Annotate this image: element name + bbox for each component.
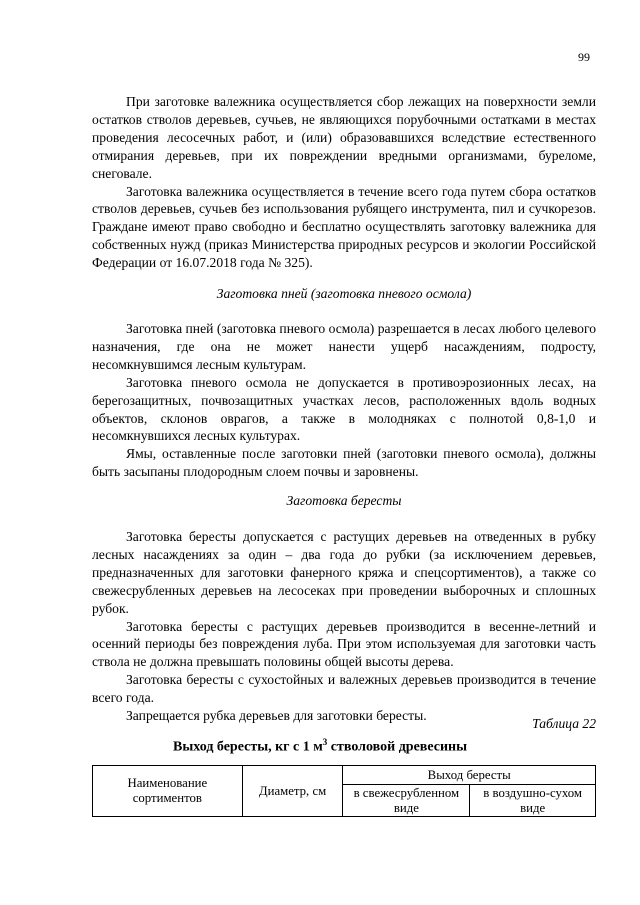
header-yield-air-dry: в воздушно-сухом виде — [470, 785, 596, 817]
header-yield-fresh: в свежесрубленном виде — [343, 785, 470, 817]
section-valezhnik — [92, 93, 596, 272]
table-caption: Таблица 22 — [532, 716, 596, 731]
header-assortment: Наименование сортиментов — [93, 766, 243, 817]
beresta-yield-table — [92, 765, 596, 817]
header-yield-group: Выход бересты — [343, 766, 596, 785]
paragraph: Заготовка бересты с сухостойных и валежных деревьев производится в течение всего года. — [92, 672, 596, 706]
table-title-superscript: 3 — [322, 737, 328, 747]
paragraph: Ямы, оставленные после заготовки пней (заготовки пневого осмола), должны быть засыпаны плодородным слоем почвы и заровнены. — [92, 446, 596, 480]
paragraph: Заготовка валежника осуществляется в течение всего года путем сбора остатков стволов деревьев, сучьев без использования рубящего инструмента, пил и сучкорезов. Граждане имеют право свободно и бесплатно осуществлять заготовку валежника для собственных нужд (приказ Министерства природных ресурсов и экологии Российской Федерации от 16.07.2018 года № 325). — [92, 183, 596, 271]
section-heading-pni: Заготовка пней (заготовка пневого осмола) — [216, 286, 472, 301]
section-heading-beresta: Заготовка бересты — [286, 493, 402, 508]
section-pni — [92, 320, 596, 481]
paragraph: Запрещается рубка деревьев для заготовки бересты. — [126, 708, 427, 724]
table-title-rest: стволовой древесины — [327, 739, 468, 755]
section-beresta — [92, 528, 596, 725]
paragraph: При заготовке валежника осуществляется сбор лежащих на поверхности земли остатков стволов деревьев, сучьев, не являющихся порубочными остатками в местах проведения лесосечных работ, и (или) образовавшихся вследствие естественного отмирания деревьев, при их повреждении вредными организмами, буреломе, снеговале. — [92, 94, 596, 181]
table-title-main: Выход бересты, кг с 1 м — [172, 739, 323, 755]
paragraph: Заготовка бересты с растущих деревьев производится в весенне-летний и осенний периоды без повреждения луба. При этом используемая для заготовки часть ствола не должна превышать половины общей высоты дерева. — [92, 618, 596, 670]
page-number: 99 — [578, 50, 590, 64]
paragraph: Заготовка пневого осмола не допускается в противоэрозионных лесах, на берегозащитных, почвозащитных участках лесов, расположенных вдоль водных объектов, склонов оврагов, а также в молодняках с полнотой 0,8-1,0 и несомкнувшихся лесных культурах. — [92, 374, 596, 444]
paragraph: Заготовка пней (заготовка пневого осмола) разрешается в лесах любого целевого назначения, где она не может нанести ущерб насаждениям, подросту, несомкнувшимся лесным культурам. — [92, 321, 596, 372]
table-title — [0, 737, 640, 756]
paragraph: Заготовка бересты допускается с растущих деревьев на отведенных в рубку лесных насаждениях за один – два года до рубки (за исключением деревьев, предназначенных для заготовки фанерного кряжа и спецсортиментов), а также со свежесрубленных деревьев на лесосеках при проведении выборочных и сплошных рубок. — [92, 529, 596, 616]
header-diameter: Диаметр, см — [242, 766, 343, 817]
